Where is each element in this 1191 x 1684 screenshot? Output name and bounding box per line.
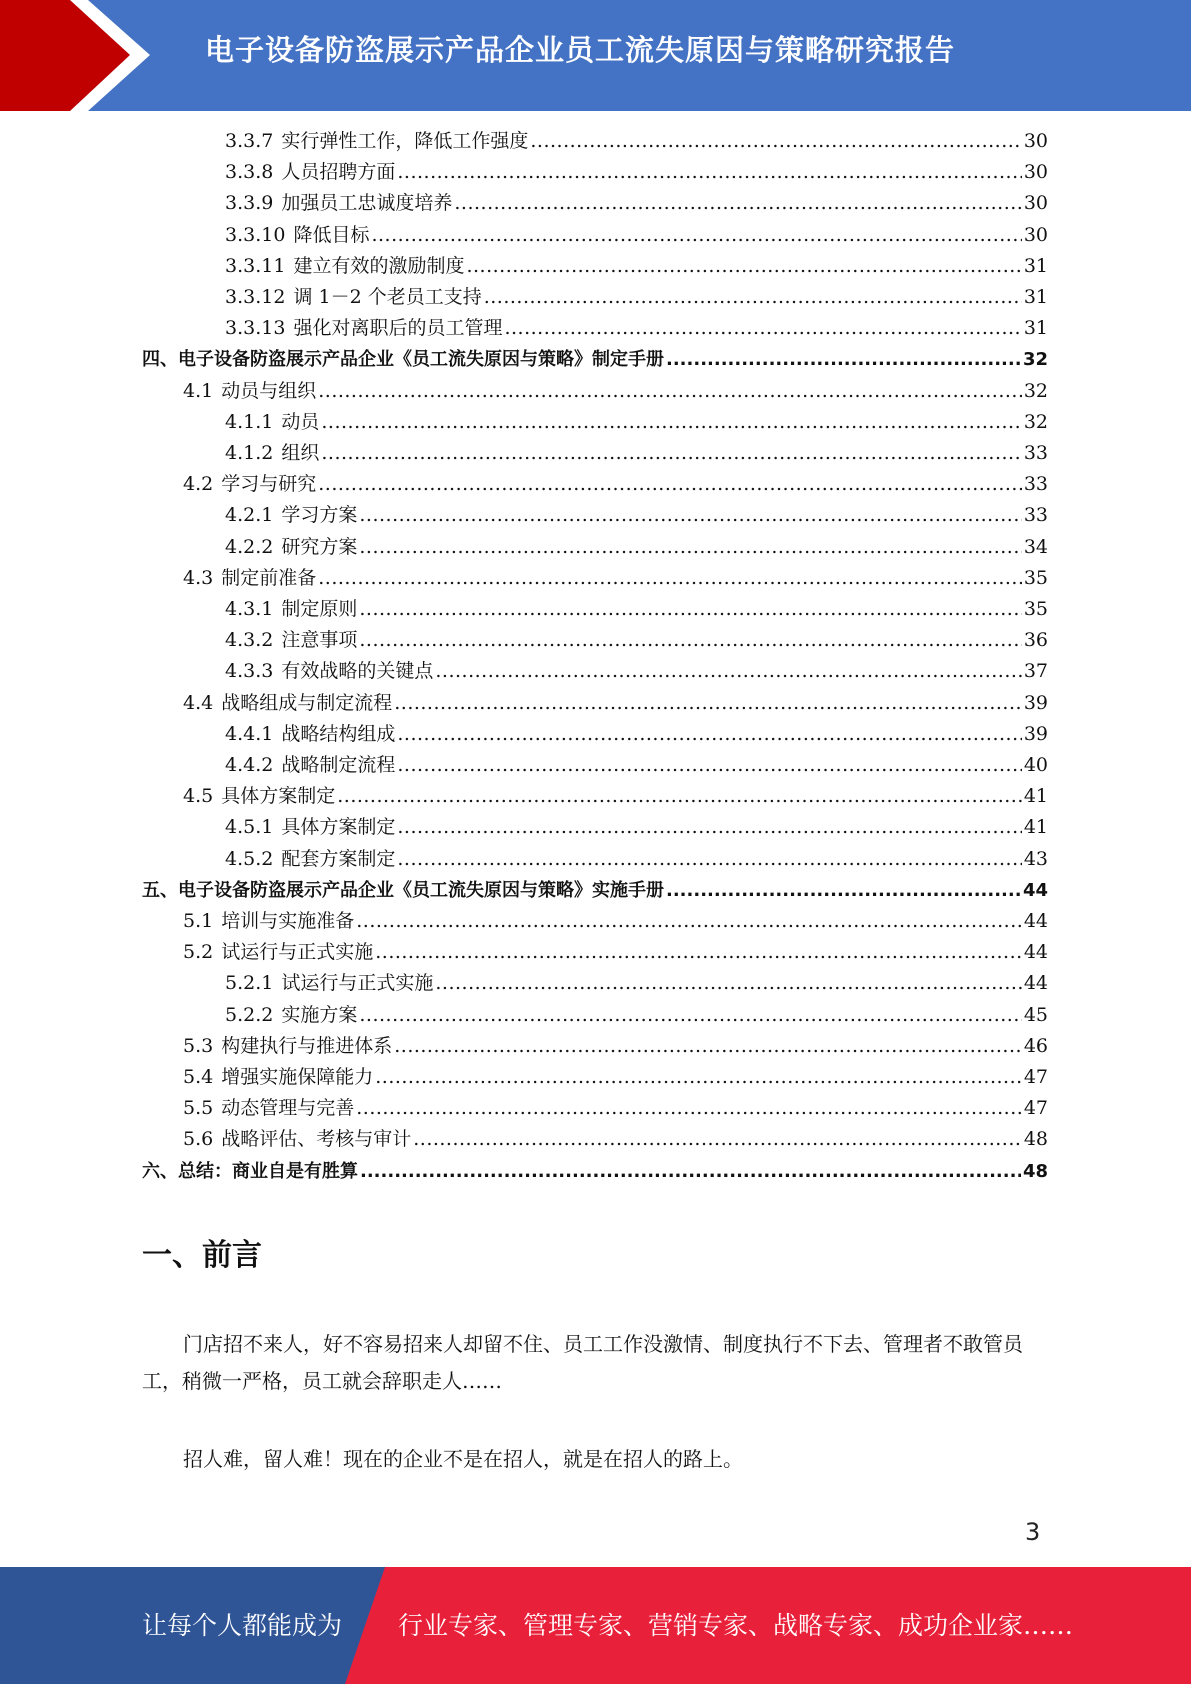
toc-entry-page: 34 xyxy=(1023,535,1048,558)
toc-entry[interactable] xyxy=(225,656,1048,687)
toc-entry-title: 战略结构组成 xyxy=(281,722,396,745)
toc-dot-leader xyxy=(394,688,1022,719)
toc-entry-page: 46 xyxy=(1023,1034,1048,1057)
toc-entry-title: 四、电子设备防盗展示产品企业《员工流失原因与策略》制定手册 xyxy=(142,349,664,371)
toc-entry-title: 实施方案 xyxy=(281,1003,358,1026)
toc-dot-leader xyxy=(318,563,1022,594)
toc-entry-number: 5.5 xyxy=(183,1097,214,1120)
toc-entry-page: 48 xyxy=(1023,1128,1048,1151)
toc-entry-page: 33 xyxy=(1023,442,1048,464)
toc-entry-page: 47 xyxy=(1023,1097,1048,1120)
toc-entry-title: 建立有效的激励制度 xyxy=(293,254,465,277)
page-footer xyxy=(0,1567,1191,1684)
toc-entry-title: 动员与组织 xyxy=(221,379,317,402)
toc-dot-leader xyxy=(318,376,1022,407)
toc-dot-leader xyxy=(466,251,1021,282)
toc-entry-page: 44 xyxy=(1023,972,1048,995)
toc-entry-page: 36 xyxy=(1023,629,1048,652)
toc-entry-title: 有效战略的关键点 xyxy=(281,660,434,683)
section-heading: 一、前言 xyxy=(142,1238,262,1273)
toc-entry-page: 31 xyxy=(1023,317,1048,340)
toc-entry-title: 构建执行与推进体系 xyxy=(221,1034,393,1057)
toc-entry-number: 4.5.1 xyxy=(225,816,274,839)
toc-entry[interactable] xyxy=(183,906,1048,937)
toc-entry-title: 学习方案 xyxy=(281,504,358,527)
toc-entry-number: 3.3.13 xyxy=(225,317,286,340)
toc-entry-page: 31 xyxy=(1023,286,1048,308)
toc-dot-leader xyxy=(435,656,1021,687)
toc-entry-page: 39 xyxy=(1023,691,1048,714)
toc-entry[interactable] xyxy=(225,282,1048,313)
toc-entry-number: 4.4.1 xyxy=(225,722,274,745)
toc-entry-number: 4.2 xyxy=(183,473,214,496)
toc-entry-page: 30 xyxy=(1023,161,1048,184)
toc-entry-number: 4.1 xyxy=(183,379,214,402)
toc-dot-leader xyxy=(359,532,1021,563)
toc-entry-number: 5.2.1 xyxy=(225,972,274,995)
toc-entry-title: 试运行与正式实施 xyxy=(281,972,434,995)
toc-dot-leader xyxy=(359,625,1021,656)
toc-entry-page: 35 xyxy=(1023,598,1048,620)
toc-entry-page: 48 xyxy=(1022,1160,1048,1182)
toc-entry-page: 41 xyxy=(1023,785,1048,808)
toc-entry-number: 3.3.11 xyxy=(225,254,286,277)
footer-slogan-left: 让每个人都能成为 xyxy=(142,1611,343,1640)
toc-entry[interactable] xyxy=(183,1124,1048,1155)
toc-entry-page: 44 xyxy=(1023,941,1048,964)
toc-dot-leader xyxy=(413,1124,1022,1155)
toc-entry-title: 学习与研究 xyxy=(221,473,317,496)
toc-dot-leader xyxy=(504,313,1021,344)
toc-entry-number: 4.2.1 xyxy=(225,504,274,527)
toc-entry-page: 35 xyxy=(1023,566,1048,589)
toc-entry[interactable] xyxy=(225,532,1048,563)
toc-entry-title: 增强实施保障能力 xyxy=(221,1066,374,1088)
toc-entry-number: 5.1 xyxy=(183,910,214,932)
footer-slogan-right: 行业专家、管理专家、营销专家、战略专家、成功企业家…… xyxy=(398,1611,1074,1640)
toc-entry-number: 3.3.8 xyxy=(225,161,274,184)
toc-entry-number: 4.3.3 xyxy=(225,660,274,683)
toc-entry-page: 31 xyxy=(1023,254,1048,277)
toc-entry-page: 41 xyxy=(1023,816,1048,839)
toc-entry-number: 5.2 xyxy=(183,941,214,964)
toc-entry-title: 强化对离职后的员工管理 xyxy=(293,317,503,340)
toc-entry[interactable] xyxy=(142,344,1048,375)
toc-entry[interactable] xyxy=(142,1156,1048,1187)
toc-dot-leader xyxy=(371,220,1021,251)
toc-entry-page: 44 xyxy=(1022,879,1048,901)
toc-entry-title: 加强员工忠诚度培养 xyxy=(281,192,453,215)
toc-dot-leader xyxy=(321,438,1021,469)
toc-entry[interactable] xyxy=(225,812,1048,843)
toc-entry[interactable] xyxy=(225,719,1048,750)
paragraph: 招人难，留人难！现在的企业不是在招人，就是在招人的路上。 xyxy=(183,1447,743,1471)
toc-entry-number: 4.3.1 xyxy=(225,598,274,620)
toc-entry-page: 45 xyxy=(1023,1003,1048,1026)
toc-entry-title: 人员招聘方面 xyxy=(281,161,396,184)
toc-entry-title: 动态管理与完善 xyxy=(221,1097,355,1120)
toc-entry[interactable] xyxy=(225,188,1048,219)
toc-entry-title: 试运行与正式实施 xyxy=(221,941,374,964)
toc-entry-title: 组织 xyxy=(281,442,320,464)
toc-dot-leader xyxy=(530,126,1021,157)
toc-dot-leader xyxy=(666,875,1021,906)
toc-entry[interactable] xyxy=(225,438,1048,469)
toc-entry[interactable] xyxy=(142,875,1048,906)
toc-dot-leader xyxy=(375,937,1022,968)
paragraph: 门店招不来人，好不容易招来人却留不住、员工工作没激情、制度执行不下去、管理者不敢管员工，稍微一严格，员工就会辞职走人…… xyxy=(142,1332,1023,1393)
toc-entry-title: 注意事项 xyxy=(281,629,358,652)
toc-entry-number: 4.1.1 xyxy=(225,410,274,433)
toc-entry-page: 33 xyxy=(1023,504,1048,527)
toc-dot-leader xyxy=(337,781,1022,812)
toc-entry[interactable] xyxy=(225,251,1048,282)
toc-dot-leader xyxy=(321,407,1021,438)
toc-entry-title: 实行弹性工作，降低工作强度 xyxy=(281,130,529,152)
toc-entry[interactable] xyxy=(225,594,1048,625)
toc-dot-leader xyxy=(397,719,1021,750)
toc-entry[interactable] xyxy=(183,1093,1048,1124)
toc-dot-leader xyxy=(397,844,1021,875)
toc-entry-number: 4.5 xyxy=(183,785,214,808)
toc-entry-title: 六、总结：商业自是有胜算 xyxy=(142,1160,358,1182)
toc-dot-leader xyxy=(356,1093,1022,1124)
toc-entry[interactable] xyxy=(183,1031,1048,1062)
toc-entry-page: 37 xyxy=(1023,660,1048,683)
toc-entry-title: 研究方案 xyxy=(281,535,358,558)
toc-entry[interactable] xyxy=(225,844,1048,875)
toc-dot-leader xyxy=(318,469,1022,500)
toc-dot-leader xyxy=(359,594,1021,625)
toc-entry-page: 43 xyxy=(1023,847,1048,870)
toc-entry-number: 4.3.2 xyxy=(225,629,274,652)
toc-entry-number: 3.3.10 xyxy=(225,223,286,246)
toc-dot-leader xyxy=(484,282,1022,313)
toc-entry[interactable] xyxy=(225,313,1048,344)
toc-entry[interactable] xyxy=(183,937,1048,968)
toc-entry-title: 配套方案制定 xyxy=(281,847,396,870)
toc-entry[interactable] xyxy=(183,1062,1048,1093)
toc-entry-title: 动员 xyxy=(281,410,320,433)
toc-entry-title: 调 1－2 个老员工支持 xyxy=(293,286,482,308)
toc-entry-page: 30 xyxy=(1023,223,1048,246)
toc-entry-page: 40 xyxy=(1023,754,1048,776)
toc-entry-title: 战略评估、考核与审计 xyxy=(221,1128,412,1151)
toc-entry[interactable] xyxy=(183,781,1048,812)
toc-entry-number: 4.5.2 xyxy=(225,847,274,870)
toc-entry-page: 30 xyxy=(1023,130,1048,152)
toc-entry[interactable] xyxy=(225,625,1048,656)
toc-entry-page: 33 xyxy=(1023,473,1048,496)
toc-entry-title: 降低目标 xyxy=(293,223,370,246)
toc-entry-title: 五、电子设备防盗展示产品企业《员工流失原因与策略》实施手册 xyxy=(142,879,664,901)
toc-entry-number: 4.1.2 xyxy=(225,442,274,464)
header-arrow-decoration xyxy=(0,0,170,111)
toc-entry-page: 44 xyxy=(1023,910,1048,932)
toc-dot-leader xyxy=(356,906,1022,937)
document-title: 电子设备防盗展示产品企业员工流失原因与策略研究报告 xyxy=(205,33,956,67)
toc-entry-page: 32 xyxy=(1022,349,1048,371)
toc-entry-number: 5.2.2 xyxy=(225,1003,274,1026)
toc-entry-title: 具体方案制定 xyxy=(281,816,396,839)
toc-dot-leader xyxy=(359,500,1021,531)
toc-entry[interactable] xyxy=(183,563,1048,594)
page-number: 3 xyxy=(1025,1518,1041,1546)
toc-entry[interactable] xyxy=(225,157,1048,188)
toc-entry[interactable] xyxy=(183,469,1048,500)
toc-entry-number: 4.4 xyxy=(183,691,214,714)
toc-entry-title: 战略制定流程 xyxy=(281,754,396,776)
toc-entry-number: 5.4 xyxy=(183,1066,214,1088)
toc-entry-page: 32 xyxy=(1023,379,1048,402)
toc-dot-leader xyxy=(375,1062,1022,1093)
toc-entry[interactable] xyxy=(225,750,1048,781)
toc-entry-number: 4.4.2 xyxy=(225,754,274,776)
toc-entry[interactable] xyxy=(225,126,1048,157)
toc-dot-leader xyxy=(397,157,1021,188)
toc-entry-page: 47 xyxy=(1023,1066,1048,1088)
toc-entry[interactable] xyxy=(225,407,1048,438)
toc-dot-leader xyxy=(394,1031,1022,1062)
toc-entry-title: 培训与实施准备 xyxy=(221,910,355,932)
page-header xyxy=(0,0,1191,111)
toc-dot-leader xyxy=(360,1156,1021,1187)
toc-entry[interactable] xyxy=(225,968,1048,999)
toc-dot-leader xyxy=(397,750,1021,781)
toc-entry-page: 39 xyxy=(1023,722,1048,745)
toc-entry-number: 3.3.12 xyxy=(225,286,286,308)
toc-dot-leader xyxy=(666,344,1021,375)
toc-entry-title: 战略组成与制定流程 xyxy=(221,691,393,714)
toc-entry[interactable] xyxy=(183,688,1048,719)
toc-entry-title: 制定前准备 xyxy=(221,566,317,589)
toc-entry-title: 具体方案制定 xyxy=(221,785,336,808)
toc-dot-leader xyxy=(435,968,1021,999)
toc-entry-number: 4.2.2 xyxy=(225,535,274,558)
toc-entry[interactable] xyxy=(225,220,1048,251)
toc-entry-number: 3.3.7 xyxy=(225,130,274,152)
toc-entry-number: 5.6 xyxy=(183,1128,214,1151)
toc-entry[interactable] xyxy=(183,376,1048,407)
toc-dot-leader xyxy=(397,812,1021,843)
toc-entry-number: 5.3 xyxy=(183,1034,214,1057)
toc-entry-number: 4.3 xyxy=(183,566,214,589)
toc-dot-leader xyxy=(359,1000,1021,1031)
toc-entry-page: 30 xyxy=(1023,192,1048,215)
toc-entry-title: 制定原则 xyxy=(281,598,358,620)
toc-dot-leader xyxy=(454,188,1021,219)
toc-entry-page: 32 xyxy=(1023,410,1048,433)
toc-entry-number: 3.3.9 xyxy=(225,192,274,215)
toc-entry[interactable] xyxy=(225,1000,1048,1031)
toc-entry[interactable] xyxy=(225,500,1048,531)
